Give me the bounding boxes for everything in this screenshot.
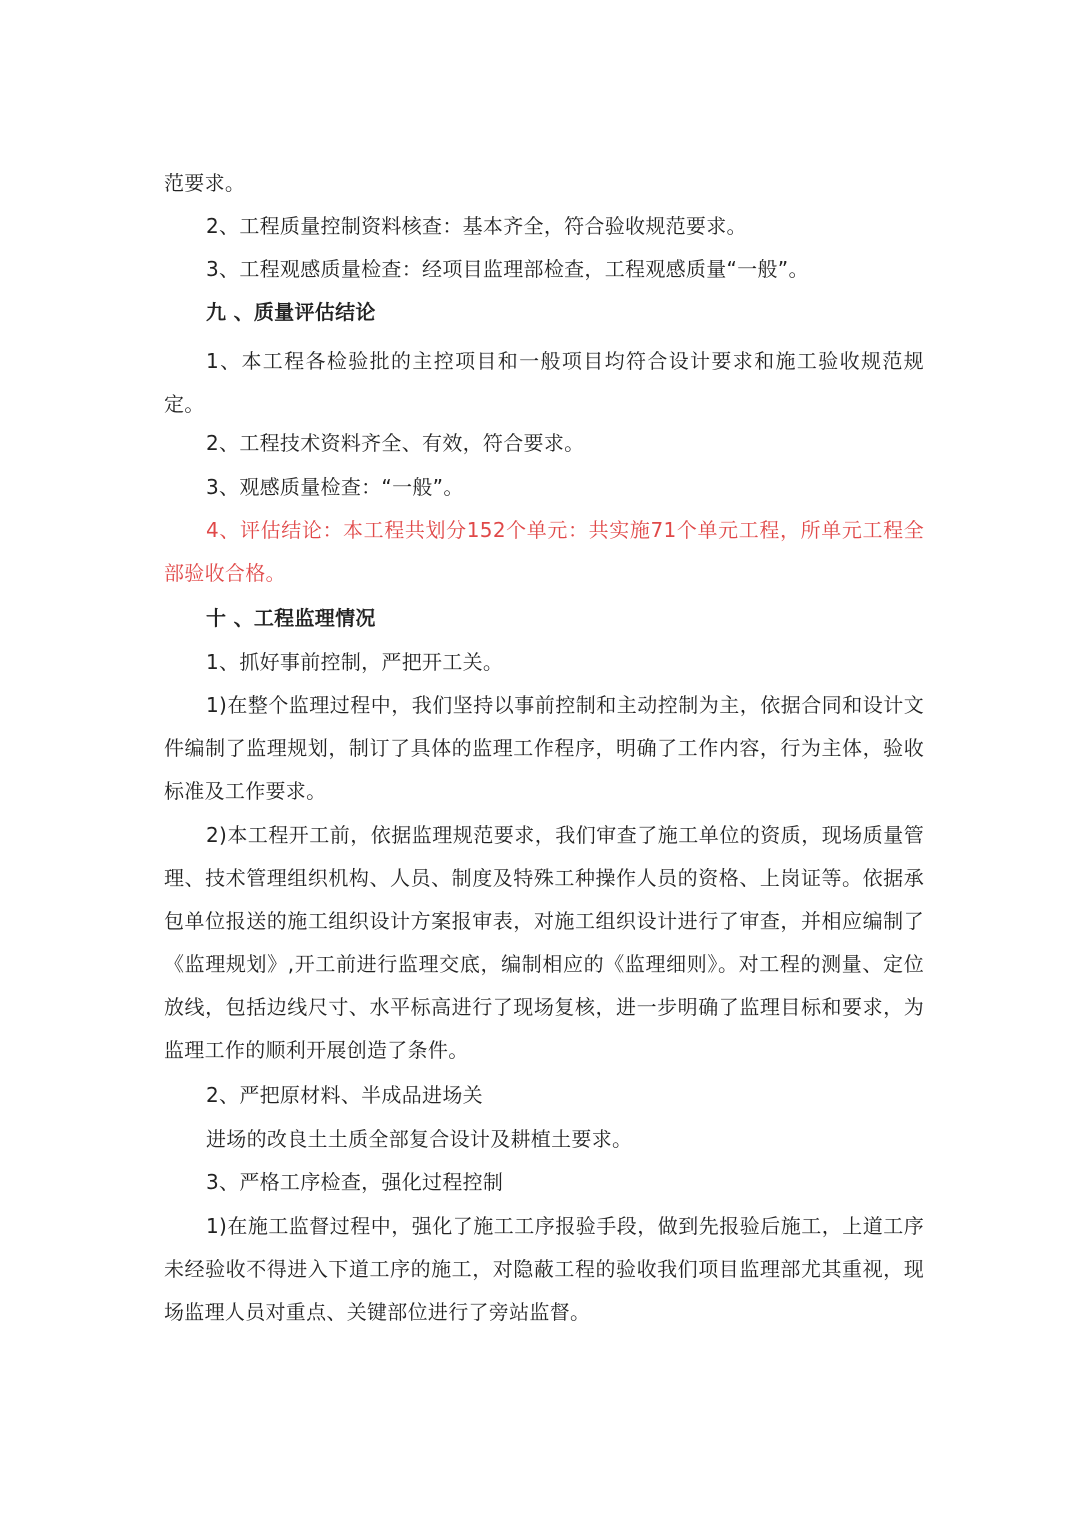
paragraph-pre-control: 1、抓好事前控制，严把开工关。 [206, 650, 504, 674]
paragraph-materials: 2、严把原材料、半成品进场关 [206, 1083, 483, 1107]
paragraph-process-control: 3、严格工序检查，强化过程控制 [206, 1170, 504, 1194]
paragraph-evaluation-conclusion: 4、评估结论：本工程共划分152个单元：共实施71个单元工程，所单元工程全部验收合格。 [164, 518, 924, 585]
paragraph-conclusion-3: 3、观感质量检查：“一般”。 [206, 475, 464, 499]
paragraph-materials-detail: 进场的改良土土质全部复合设计及耕植土要求。 [206, 1127, 633, 1151]
section-heading-supervision: 十 、工程监理情况 [206, 606, 376, 630]
paragraph-appearance-check: 3、工程观感质量检查：经项目监理部检查，工程观感质量“一般”。 [206, 257, 809, 281]
paragraph-quality-data-check: 2、工程质量控制资料核查：基本齐全，符合验收规范要求。 [206, 214, 747, 238]
paragraph-process-control-detail: 1)在施工监督过程中，强化了施工工序报验手段，做到先报验后施工，上道工序未经验收不得进入下道工序的施工，对隐蔽工程的验收我们项目监理部尤其重视，现场监理人员对重点、关键部位进行了旁站监督。 [164, 1214, 924, 1324]
paragraph-conclusion-1: 1、本工程各检验批的主控项目和一般项目均符合设计要求和施工验收规范规定。 [164, 349, 924, 416]
paragraph-pre-control-detail-2: 2)本工程开工前，依据监理规范要求，我们审查了施工单位的资质，现场质量管理、技术管理组织机构、人员、制度及特殊工种操作人员的资格、上岗证等。依据承包单位报送的施工组织设计方案报审表，对施工组织设计进行了审查，并相应编制了《监理规划》,开工前进行监理交底，编制相应的《监理细则》。对工程的测量、定位放线，包括边线尺寸、水平标高进行了现场复核，进一步明确了监理目标和要求，为监理工作的顺利开展创造了条件。 [164, 823, 924, 1062]
paragraph-conclusion-2: 2、工程技术资料齐全、有效，符合要求。 [206, 431, 585, 455]
paragraph-pre-control-detail-1: 1)在整个监理过程中，我们坚持以事前控制和主动控制为主，依据合同和设计文件编制了监理规划，制订了具体的监理工作程序，明确了工作内容，行为主体，验收标准及工作要求。 [164, 693, 924, 803]
section-heading-quality-conclusion: 九 、质量评估结论 [206, 300, 376, 324]
paragraph-continuation: 范要求。 [164, 171, 246, 195]
